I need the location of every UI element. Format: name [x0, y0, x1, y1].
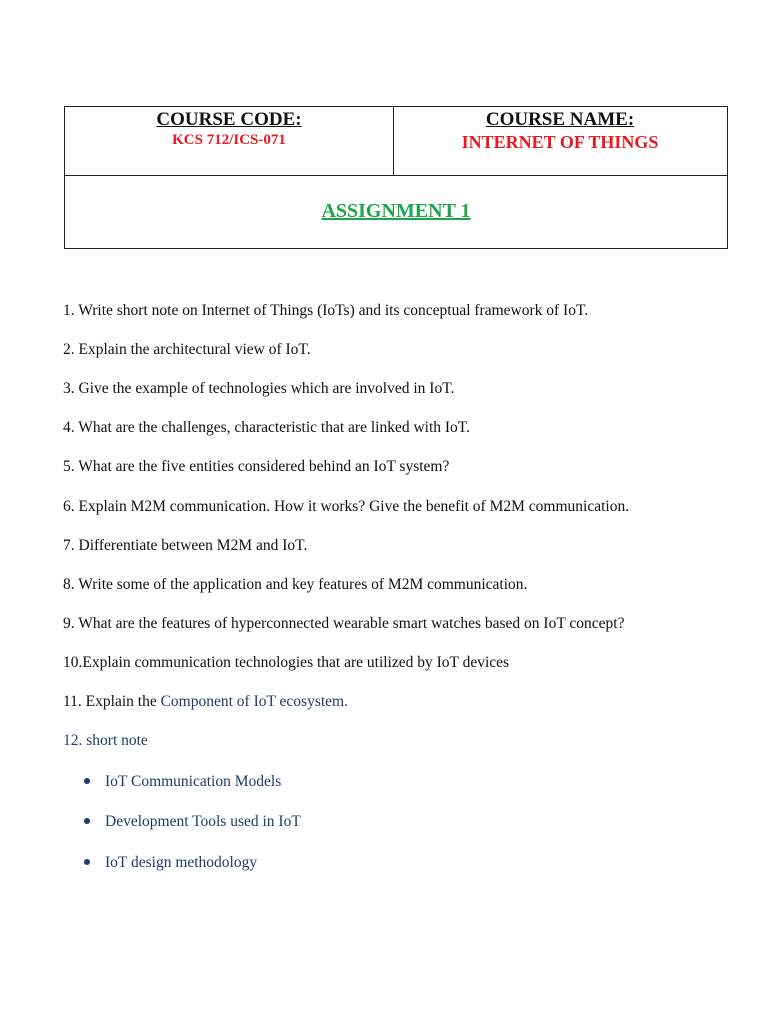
question-5: 5. What are the five entities considered behind an IoT system? [63, 458, 450, 475]
bullet-text: IoT Communication Models [105, 773, 282, 790]
question-9: 9. What are the features of hyperconnected wearable smart watches based on IoT concept? [63, 615, 625, 632]
assignment-row [65, 175, 727, 248]
bullet-item [84, 773, 281, 791]
assignment-title: ASSIGNMENT 1 [321, 200, 471, 222]
course-code-label: COURSE CODE: [156, 109, 302, 130]
bullet-item [84, 813, 301, 831]
course-code-cell [65, 107, 394, 175]
question-11 [63, 693, 348, 711]
course-code-value: KCS 712/ICS-071 [172, 132, 286, 148]
question-7: 7. Differentiate between M2M and IoT. [63, 537, 308, 554]
bullet-item [84, 854, 257, 872]
question-4: 4. What are the challenges, characteristic that are linked with IoT. [63, 419, 470, 436]
bullet-text: Development Tools used in IoT [105, 813, 301, 830]
course-header-table [64, 106, 728, 249]
question-8: 8. Write some of the application and key features of M2M communication. [63, 576, 528, 593]
bullet-text: IoT design methodology [105, 854, 258, 871]
course-info-row [65, 107, 727, 176]
course-name-label: COURSE NAME: [485, 109, 635, 130]
question-1: 1. Write short note on Internet of Things (IoTs) and its conceptual framework of IoT. [63, 302, 589, 319]
course-name-value: INTERNET OF THINGS [461, 132, 659, 152]
bullet-dot-icon [84, 859, 90, 865]
bullet-dot-icon [84, 778, 90, 784]
bullet-dot-icon [84, 818, 90, 824]
question-2: 2. Explain the architectural view of IoT. [63, 341, 311, 358]
question-10: 10.Explain communication technologies that are utilized by IoT devices [63, 654, 510, 671]
question-6: 6. Explain M2M communication. How it works? Give the benefit of M2M communication. [63, 498, 630, 515]
question-11-prefix: 11. Explain the [63, 693, 161, 710]
course-name-cell [393, 107, 727, 175]
question-3: 3. Give the example of technologies which are involved in IoT. [63, 380, 455, 397]
question-12: 12. short note [63, 732, 148, 749]
question-11-highlight: Component of IoT ecosystem. [160, 693, 348, 710]
